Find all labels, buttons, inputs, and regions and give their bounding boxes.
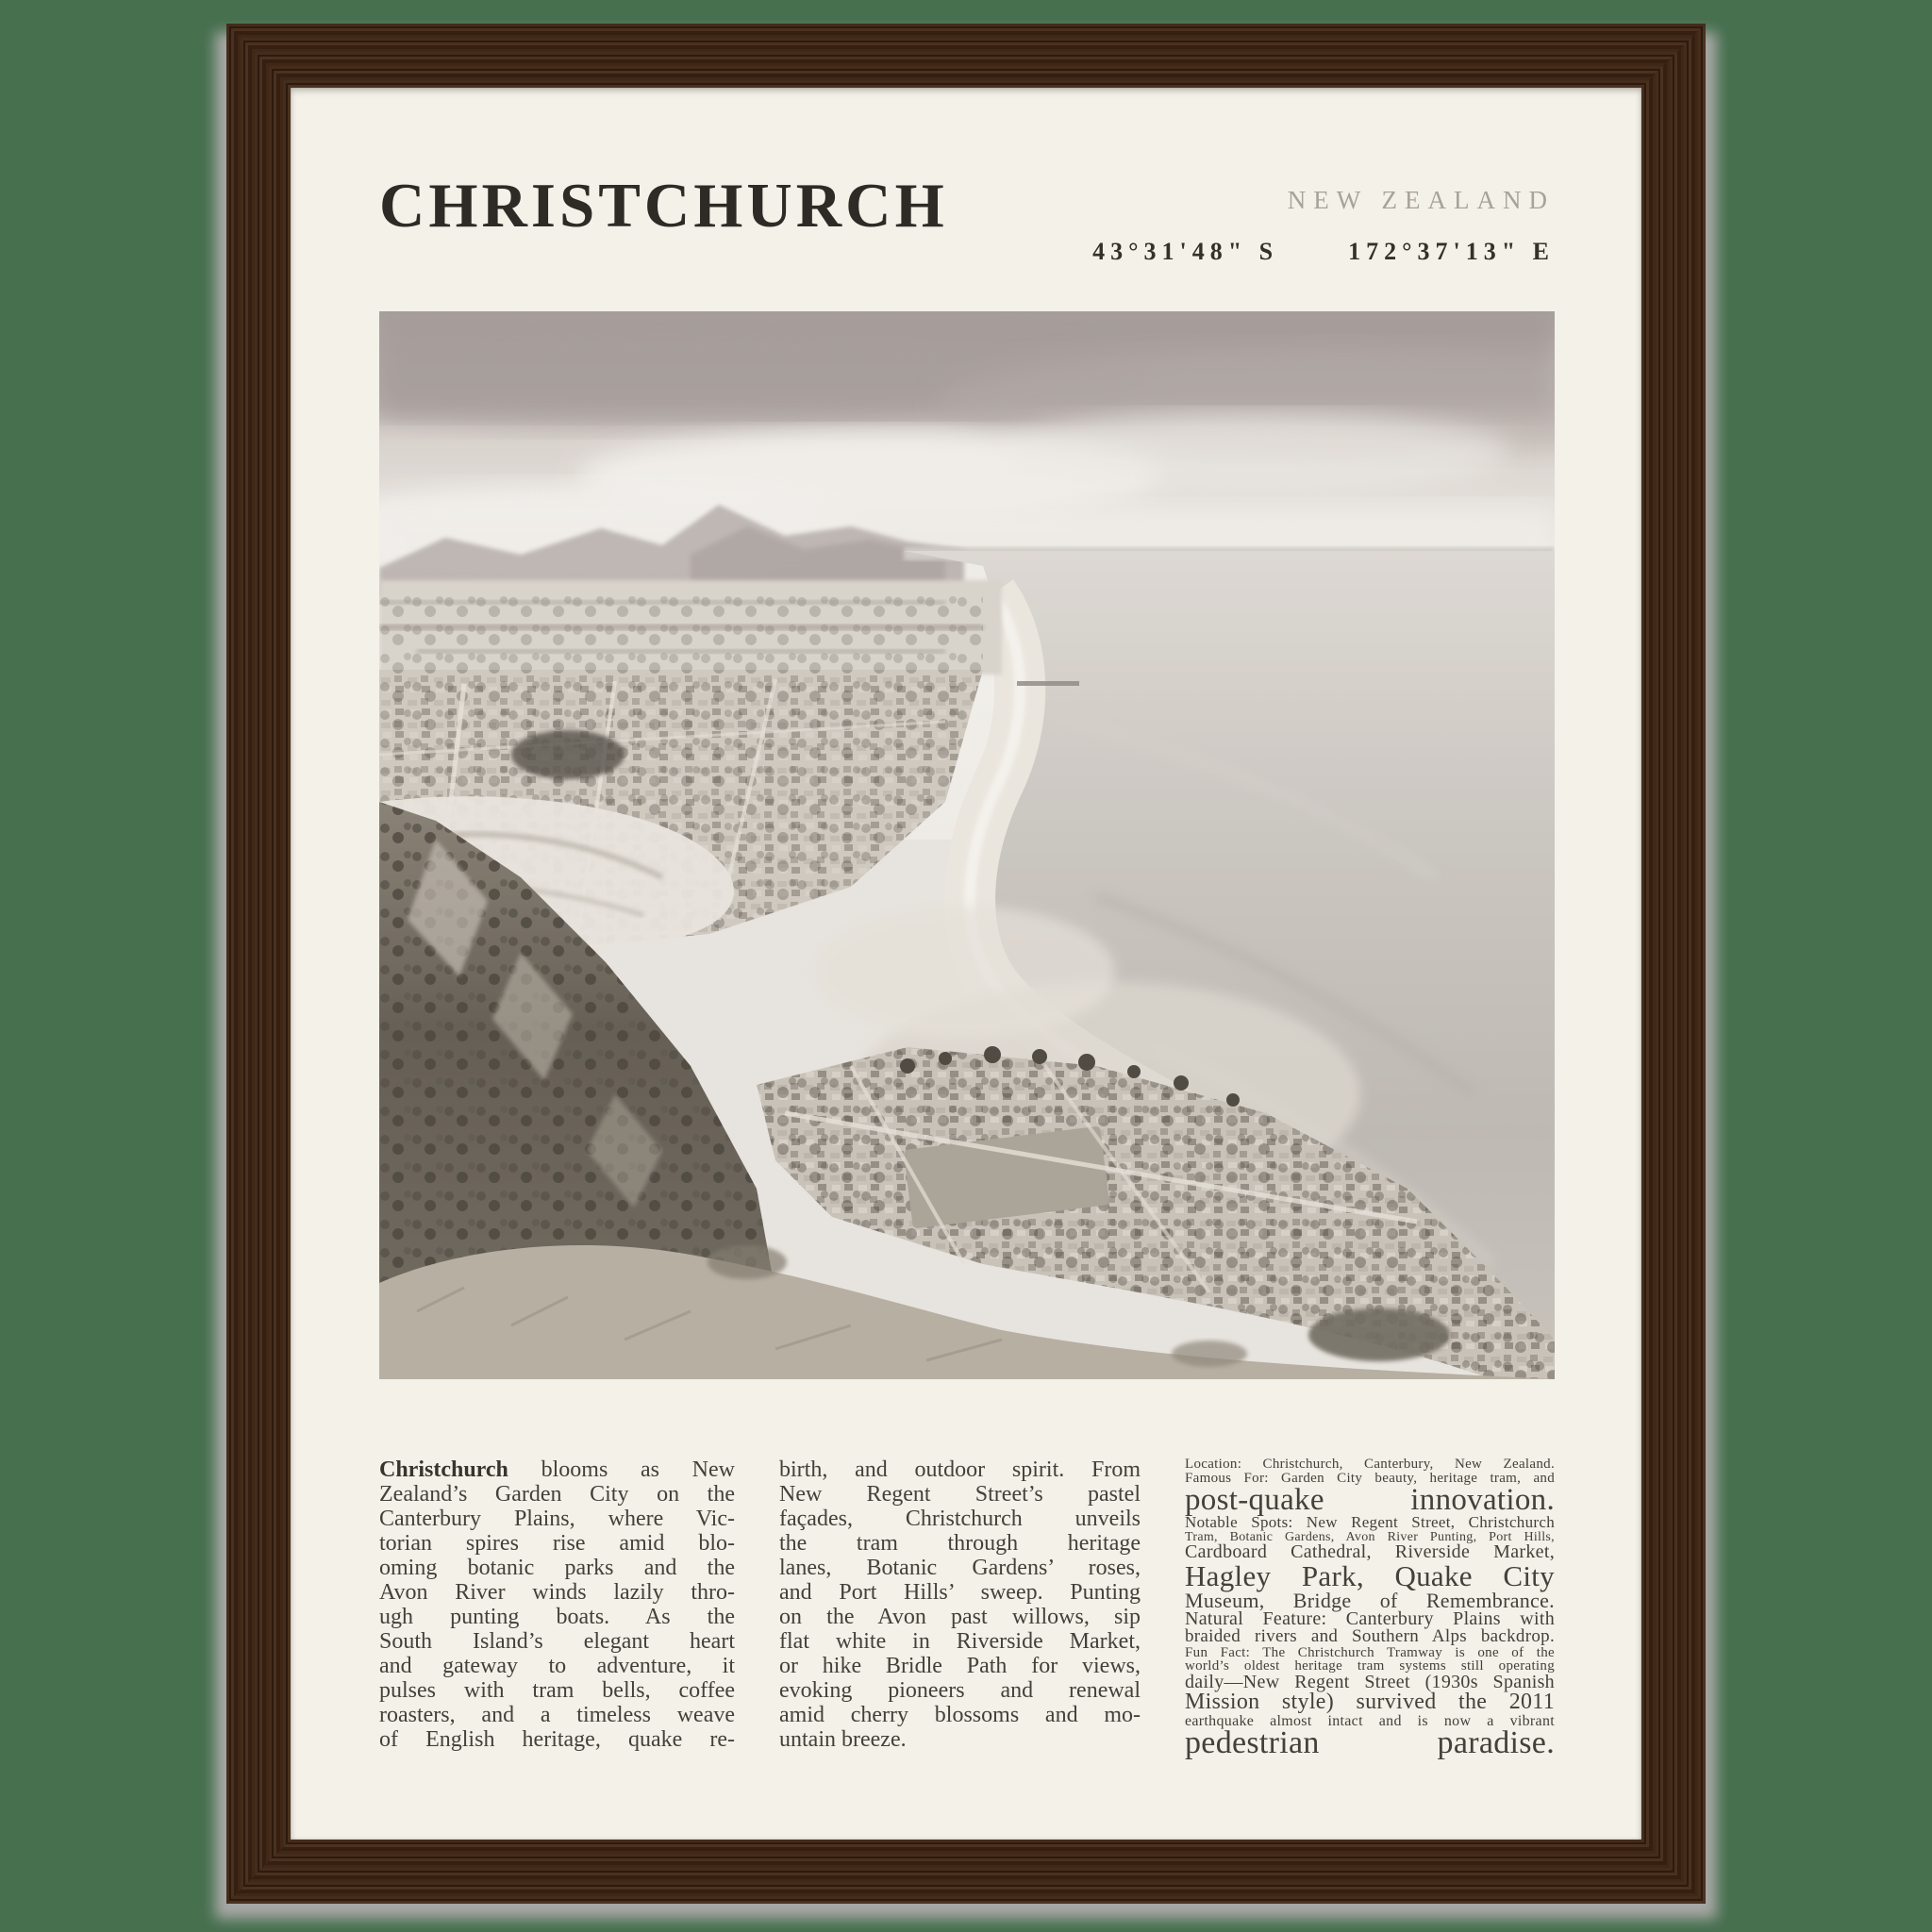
fact-line: Mission style) survived the 2011	[1185, 1690, 1555, 1715]
poster-photo	[379, 311, 1555, 1379]
fact-line: Fun Fact: The Christchurch Tramway is one of the	[1185, 1644, 1555, 1660]
intro-line: the tram through heritage	[779, 1531, 1141, 1556]
fact-line: Hagley Park, Quake City	[1185, 1558, 1555, 1592]
frame-edge-top	[226, 24, 1706, 88]
poster-title: CHRISTCHURCH	[379, 171, 948, 241]
photo-sepia-tint	[379, 311, 1555, 1379]
intro-line: amid cherry blossoms and mo-	[779, 1703, 1141, 1727]
fact-line: earthquake almost intact and is now a vibrant	[1185, 1712, 1555, 1729]
fact-line: Cardboard Cathedral, Riverside Market,	[1185, 1541, 1555, 1563]
frame-edge-bottom	[226, 1840, 1706, 1904]
fact-line: Natural Feature: Canterbury Plains with	[1185, 1607, 1555, 1629]
intro-line: oming botanic parks and the	[379, 1556, 735, 1580]
latitude-value: 43°31'48" S	[1092, 238, 1279, 265]
intro-column-1	[379, 1457, 735, 1759]
intro-line: evoking pioneers and renewal	[779, 1678, 1141, 1703]
intro-line: Canterbury Plains, where Vic-	[379, 1507, 735, 1531]
longitude-value: 172°37'13" E	[1348, 238, 1555, 265]
intro-column-2	[779, 1457, 1141, 1759]
intro-line: flat white in Riverside Market,	[779, 1629, 1141, 1654]
intro-line: New Regent Street’s pastel	[779, 1482, 1141, 1507]
fact-line: Location: Christchurch, Canterbury, New Zealand.	[1185, 1457, 1555, 1472]
intro-line: untain breeze.	[779, 1727, 907, 1752]
intro-line: on the Avon past willows, sip	[779, 1605, 1141, 1629]
intro-line: and gateway to adventure, it	[379, 1654, 735, 1678]
fact-line: Famous For: Garden City beauty, heritage tram, and	[1185, 1470, 1555, 1486]
fact-line: Tram, Botanic Gardens, Avon River Punting, Port Hills,	[1185, 1529, 1555, 1544]
intro-line: façades, Christchurch unveils	[779, 1507, 1141, 1531]
intro-line: pulses with tram bells, coffee	[379, 1678, 735, 1703]
poster	[291, 88, 1641, 1840]
fact-line: Notable Spots: New Regent Street, Christchurch	[1185, 1513, 1555, 1532]
intro-line: Zealand’s Garden City on the	[379, 1482, 735, 1507]
fact-line: post-quake innovation.	[1185, 1483, 1555, 1518]
country-label: NEW ZEALAND	[1287, 186, 1555, 214]
intro-line: roasters, and a timeless weave	[379, 1703, 735, 1727]
photo-illustration	[379, 311, 1555, 1379]
intro-line: South Island’s elegant heart	[379, 1629, 735, 1654]
fact-line: daily—New Regent Street (1930s Spanish	[1185, 1671, 1555, 1692]
intro-line: torian spires rise amid blo-	[379, 1531, 735, 1556]
fact-line: Museum, Bridge of Remembrance.	[1185, 1588, 1555, 1612]
poster-header-right	[1092, 186, 1555, 266]
coordinates	[1092, 238, 1555, 266]
description-columns	[379, 1457, 1555, 1759]
intro-lead: Christchurch	[379, 1457, 508, 1482]
facts-column	[1185, 1457, 1555, 1759]
intro-line: Avon River winds lazily thro-	[379, 1580, 735, 1605]
intro-line: lanes, Botanic Gardens’ roses,	[779, 1556, 1141, 1580]
intro-line: Christchurch blooms as New	[379, 1457, 735, 1482]
intro-line: ugh punting boats. As the	[379, 1605, 735, 1629]
fact-line: braided rivers and Southern Alps backdrop.	[1185, 1626, 1555, 1647]
fact-line: world’s oldest heritage tram systems still operating	[1185, 1658, 1555, 1674]
picture-frame	[226, 24, 1706, 1904]
fact-line: pedestrian paradise.	[1185, 1725, 1555, 1761]
intro-line: and Port Hills’ sweep. Punting	[779, 1580, 1141, 1605]
frame-edge-right	[1641, 24, 1706, 1904]
intro-line: or hike Bridle Path for views,	[779, 1654, 1141, 1678]
intro-line: of English heritage, quake re-	[379, 1727, 735, 1752]
frame-edge-left	[226, 24, 291, 1904]
intro-line: birth, and outdoor spirit. From	[779, 1457, 1141, 1482]
